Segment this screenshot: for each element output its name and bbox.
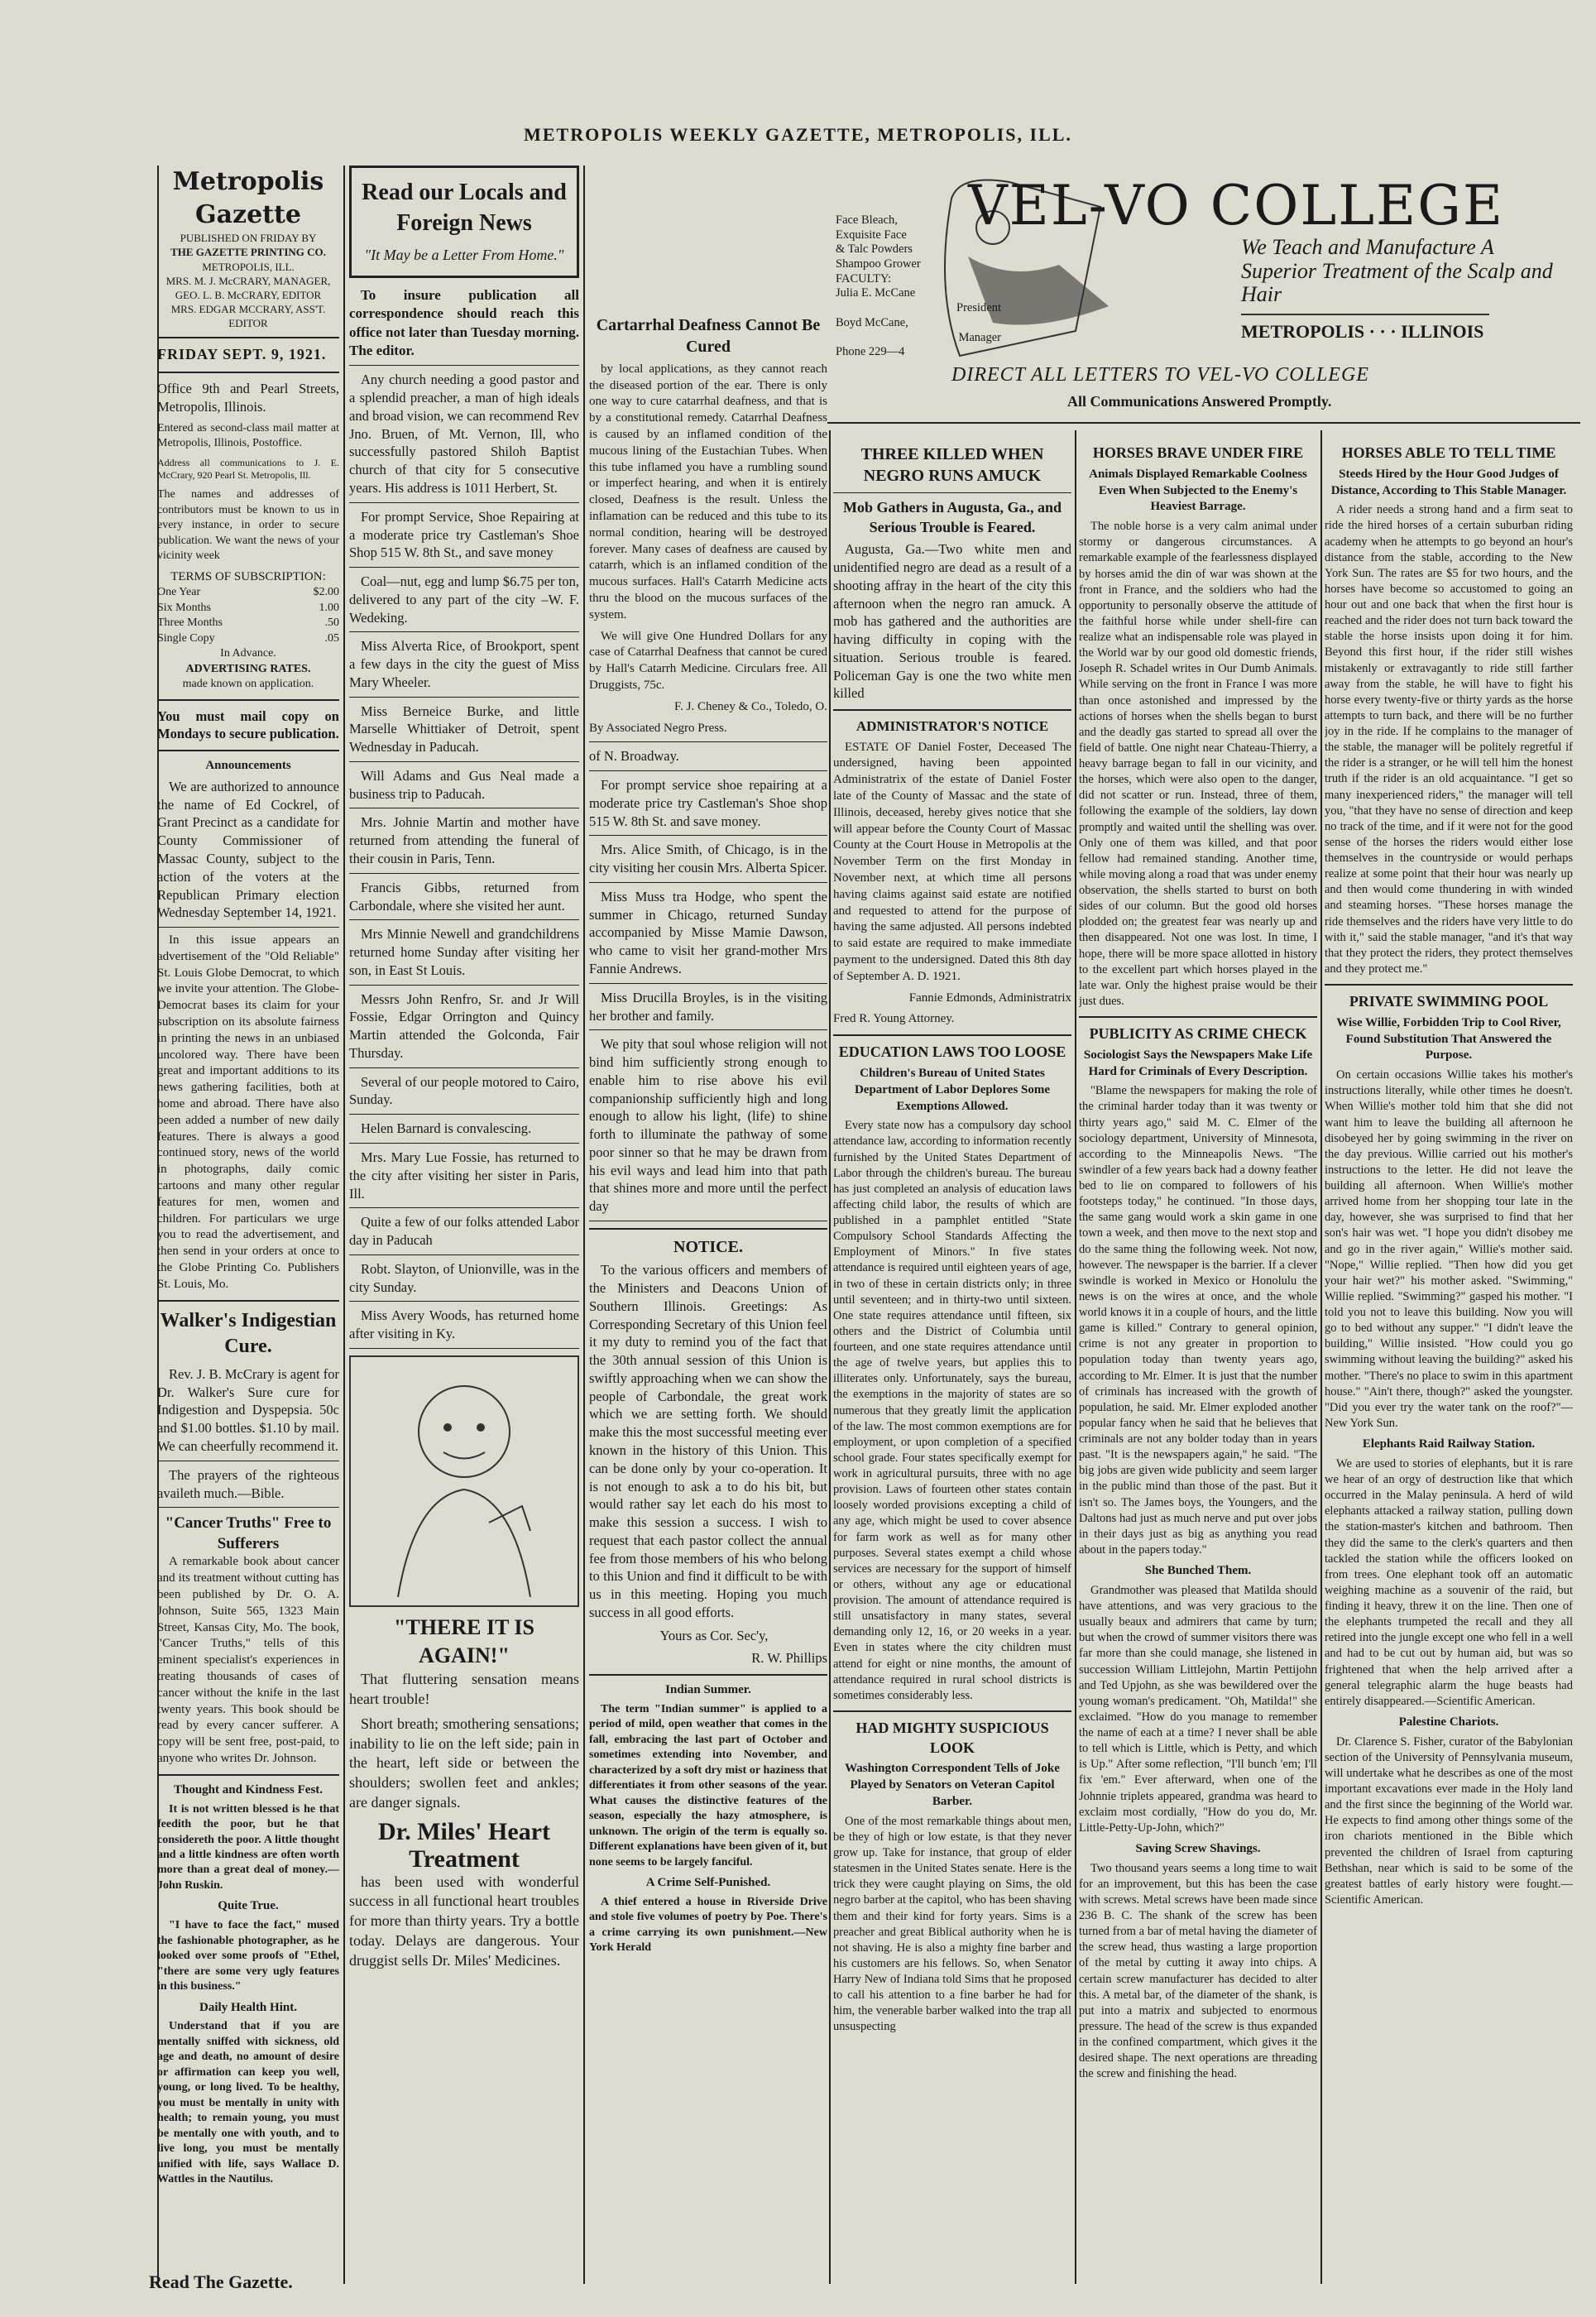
term-row: One Year $2.00	[157, 586, 339, 599]
ad-text-1: That fluttering sensation means heart trouble!	[349, 1671, 579, 1708]
quite-title: Quite True.	[218, 1899, 279, 1913]
copy-note: You must mail copy on Mondays to secure publication.	[157, 708, 339, 742]
admin-sign-1: Fannie Edmonds, Administratrix	[908, 991, 1071, 1005]
news-item: Will Adams and Gus Neal made a business trip to Paducah.	[349, 767, 579, 802]
news-item: Miss Alverta Rice, of Brookport, spent a few days in the city the guest of Miss Mary Wheeler.	[349, 638, 579, 690]
paper-name: Metropolis Gazette	[172, 167, 324, 229]
broadway: of N. Broadway.	[589, 748, 679, 765]
in-advance: In Advance.	[220, 647, 276, 660]
man-portrait-icon	[365, 1365, 563, 1597]
edu-sub: Children's Bureau of United States Department of Labor Deplores Some Exemptions Allowed.	[854, 1066, 1051, 1113]
sus-title: HAD MIGHTY SUSPICIOUS LOOK	[856, 1719, 1049, 1756]
issue-date: FRIDAY SEPT. 9, 1921.	[157, 346, 327, 363]
notice-text: To the various officers and members of the Ministers and Deacons Union of Southern Illinois. Greetings: As Corresponding Secretary of this Union feel it my duty to remind you of the fact that the 30th annual session of this Union is swiftly approaching when we can show the people of Carbondale, the great work which we are setting forth. We should make this the most successful meeting ever known in the history of this Union. This can be done only by your co-operation. It is not enough to ask a to do his bit, but would rather say let each do his most to make this session a success. I wish to request that each pastor collect the annual fee from those members of his who belong to this Union and find it difficult to be with us in this meeting. Hoping you much success in all good efforts.	[589, 1262, 827, 1620]
thought-title: Thought and Kindness Fest.	[173, 1782, 324, 1797]
college-location: METROPOLIS · · · ILLINOIS	[1241, 321, 1484, 342]
able-sub: Steeds Hired by the Hour Good Judges of Distance, According to This Stable Manager.	[1330, 467, 1567, 497]
masthead: METROPOLIS WEEKLY GAZETTE, METROPOLIS, ILL.	[524, 124, 1072, 145]
news-item: Mrs. Alice Smith, of Chicago, is in the city visiting her cousin Mrs. Alberta Spicer.	[589, 842, 827, 876]
news-item: Quite a few of our folks attended Labor day in Paducah	[349, 1214, 579, 1249]
locals-box-sub: "It May be a Letter From Home."	[364, 246, 564, 263]
indian-title: Indian Summer.	[665, 1683, 751, 1697]
publicity-text: "Blame the newspapers for making the role of the criminal harder today than it was twenty or thirty years ago," said M. C. Elmer of the sociology department, University of Minnesota, according to the Minneapolis News. "The swindler of a few years back had a downy feather bed to lie on compared to followers of his footsteps today," he continued. "In those days, the same gang would work a skin game in one town a week, and then move to the next stop and do the same thing the following week. Not now, however. The newspaper is the barrier. If a clever swindle is worked in Mexico or Honolulu the news is on the wires at once, and the whole world knows it in a couple of hours, and the little game is killed." Contrary to general opinion, crime is not any greater in proportion to population today than twenty years ago, according to Mr. Elmer. It is just that the number of criminals has increased with the growth of population, he said. Mr. Elmer exploded another popular fancy when he said that he believes that criminals are not any bolder today than in years past. "It is the newspapers again," he said. "The big jobs are given wide publicity and seem larger in the public mind than those of the past. But it isn't so. The James boys, the Youngers, and the Daltons had just as much nerve and put over jobs in their days just as big as anything you read about in the papers today."	[1079, 1084, 1317, 1557]
column-3	[589, 166, 827, 2267]
assoc-press: By Associated Negro Press.	[589, 721, 727, 735]
palestine-text: Dr. Clarence S. Fisher, curator of the Babylonian section of the University of Pennsylvania museum, will undertake what he describes as one of the most important excavations ever made in the Holy land and the first since the beginning of the World war. He expects to find among other things some of the iron chariots mentioned in the Bible which prevented the children of Israel from capturing Bethshan, near which is said to be some of the greatest battles of early history were fought.—Scientific American.	[1325, 1734, 1573, 1907]
college-comm: All Communications Answered Promptly.	[1067, 393, 1332, 410]
edu-text: Every state now has a compulsory day school attendance law, according to information recently furnished by the United States Department of Labor through the children's bureau. The bureau has just completed an analysis of education laws affecting child labor, the results of which are published in a pamphlet entitled "State Compulsory School Standards Affecting the Employment of Minors." In five states attendance is required until eighteen years of age, in two of these in certain districts only; in three until seventeen; and in thirty-two until sixteen. One state requires attendance until fifteen, six others and the District of Columbia until fourteen, and one state requires attendance until the age of twelve years, but applies this to illiterates only. Unfortunately, says the bureau, the exemptions in the majority of states are so numerous that they greatly limit the application of the law. The most common exemptions are for employment, or upon completion of a specified school grade. Four states specifically exempt for work in agricultural pursuits, three with no age provision. Laws of fourteen other states contain loosely worded provisions excepting a child of any age, which might be used to cover absence for farm work as well as for many other purposes. Several states exempt a child whose services are necessary for the support of himself or others, without any age or educational provision. The amount of attendance required is still unsatisfactory in many states, several demanding only 12, 16, or 20 weeks in a year. Even in states where the city children must attend for eight or nine months, the amount of attendance required in rural school districts is sometimes considerably less.	[833, 1119, 1071, 1702]
notice-title: NOTICE.	[673, 1237, 743, 1256]
publicity-title: PUBLICITY AS CRIME CHECK	[1089, 1025, 1307, 1043]
college-direct: DIRECT ALL LETTERS TO VEL-VO COLLEGE	[951, 364, 1369, 386]
screw-title: Saving Screw Shavings.	[1135, 1841, 1261, 1855]
health-title: Daily Health Hint.	[199, 2000, 297, 2014]
column-6	[1325, 439, 1573, 2284]
bunched-text: Grandmother was pleased that Matilda should have attentions, and was very gracious to the usually beaux and admirers that came by turn; but when the crowd of summer visitors there was far more than she could manage, she listened in succession William Littlejohn, Martin Pettijohn and Ted Upjohn, as she was bewildered over the young woman's predicament. "Oh, Matilda!" she exclaimed. "How do you manage to remember the name of each at a time? I never shall be able to tell which is Little, which is Petty, and which is Up." After some reflection, "I'll bunch 'em; I'll fix 'em." Ever afterward, when one of the Johnnie triplets appeared, grandma was heard to exclaim most cordially, "How do you do, Mr. Little-Petty-Up-John, which?"	[1079, 1583, 1317, 1835]
news-item: Miss Berneice Burke, and little Marselle Whittiaker of Detroit, spent Wednesday in Paducah.	[349, 703, 579, 756]
column-rule	[1075, 430, 1076, 2284]
publicity-sub: Sociologist Says the Newspapers Make Life Hard for Criminals of Every Description.	[1083, 1048, 1313, 1078]
sus-text: One of the most remarkable things about men, be they of high or low estate, is that they never grow up. Take for instance, that group of elder statesmen in the United States senate. Here is the trick they were caught playing on Sims, the old negro barber at the capitol, who has been shaving them and their kind for forty years. Sims is a preacher and great Biblical authority when he is not shaving. He is also a mighty fine barber and his customers are his fellows. So, when Senator Harry New of Indiana told Sims that he proposed to call his attention to a fine barber he had for him, the venerable barber walked into the trap all unsuspecting	[833, 1814, 1071, 2034]
ad-title: Dr. Miles' Heart Treatment	[378, 1817, 550, 1873]
news-item: Miss Muss tra Hodge, who spent the summer in Chicago, returned Sunday accompanied by Misse Mamie Dawson, who came to visit her grand-mother Mrs Fannie Andrews.	[589, 888, 827, 976]
column-rule	[1320, 430, 1322, 2284]
pool-title: PRIVATE SWIMMING POOL	[1349, 993, 1549, 1010]
advertising-title: ADVERTISING RATES.	[185, 662, 311, 675]
reward-text: We will give One Hundred Dollars for any case of Catarrhal Deafness that cannot be cured by Hall's Catarrh Medicine. Circulars free. All Druggists, 75c.	[589, 629, 827, 692]
announcement-text: We are authorized to announce the name of Ed Cockrel, of Grant Precinct as a candidate for County Commissioner of Massac County, subject to the action of the voters at the Republican Primary election Wednesday September 14, 1921.	[157, 778, 339, 921]
term-row: Single Copy .05	[157, 631, 339, 645]
three-killed-text: Augusta, Ga.—Two white men and unidentified negro are dead as a result of a shooting affray in the heart of the city this afternoon when the negro ran amuck. A mob has gathered and the authorities are having difficulty in coping with the situation. Serious trouble is feared. Policeman Gay is one the two white men killed	[833, 541, 1071, 702]
bunched-title: She Bunched Them.	[1144, 1564, 1252, 1578]
edu-title: EDUCATION LAWS TOO LOOSE	[838, 1043, 1066, 1061]
horses-title: HORSES BRAVE UNDER FIRE	[1092, 444, 1304, 461]
column-5	[1079, 439, 1317, 2284]
office-address: Office 9th and Pearl Streets, Metropolis, Illinois.	[157, 381, 339, 415]
column-4	[833, 439, 1071, 2284]
indian-text: The term "Indian summer" is applied to a period of mild, open weather that comes in the fall, embracing the last part of October and sometimes extending into November, and characterized by a soft dry mist or haziness that differentiates it from other seasons of the year. What causes the distinctive features of the season, especially the hazy atmosphere, is unknown. The origin of the term is equally so. Different explanations have been given of it, but none seems to be largely fanciful.	[589, 1702, 827, 1868]
column-rule	[343, 166, 345, 2284]
locals-box-title: Read our Locals and Foreign News	[362, 180, 567, 236]
screw-text: Two thousand years seems a long time to wait for an improvement, but this has been the case with screws. Metal screws have been made since 236 B. C. The shank of the screw has been turned from a bar of metal having the diameter of the screw head, thus wasting a large proportion of the metal by cutting it away into chips. A certain screw manufacturer has decided to alter this. A metal bar, of the diameter of the shank, is put into a matrix and subjected to enormous pressure. The head of the screw is thus expanded in the confined compartment, which gives it the desired shape. The next operations are threading the screw and finishing the head.	[1079, 1861, 1317, 2081]
news-item: Miss Drucilla Broyles, is in the visiting her brother and family.	[589, 989, 827, 1024]
admin-sign-2: Fred R. Young Attorney.	[833, 1012, 955, 1026]
publisher: THE GAZETTE PRINTING CO.	[170, 246, 326, 259]
ad-rule	[827, 422, 1580, 424]
admin-text: ESTATE OF Daniel Foster, Deceased The undersigned, having been appointed Administratrix of the estate of Daniel Foster late of the County of Massac and the state of Illinois, deceased, hereby gives notice that she will appear before the County Court of Massac County at the Court House in Metropolis at the November Term on the first Monday in November next, at which time all persons having claims against said estate are notified and requested to attend for the purpose of having the same adjusted. All persons indebted to said estate are required to make immediate payment to the undersigned. Dated this 8th day of September A. D. 1921.	[833, 740, 1071, 983]
able-text: A rider needs a strong hand and a firm seat to ride the hired horses of a certain suburban riding academy when he attempts to go beyond an hour's distance from the stable, according to the New York Sun. The rates are $5 for two hours, and the horses have become so accustomed to going an hour out and one back that when the first hour is reached and the rider does not turn back toward the stable the horse insists upon doing it for him. Beyond this first hour, if the rider still wishes mistakenly or extravagantly to ride still farther away from the stable, he will have to fight his horse every twenty-five or thirty yards as the horse attempts to turn back, and there will be no further joy in the ride. If he complains to the manager of the stable, the manager will be politely regretful if the rider is a stranger, or he will tell him the honest truth if the rider is an old acquaintance. "I get so many inexperienced riders," the manager will tell you, "that they have no sense of direction and keep no track of the time, and if it were not for the good sense of the horses the riders would either lose themselves in the countryside or would perhaps realize at some point that their hour was nearly up and then would come thundering in with winded and steaming horses. "These horses manage the ride themselves and the riders have very little to do with it," said the stable manager, "and it's that way that they protect the riders, they protect themselves and they protect me."	[1325, 503, 1573, 976]
news-item: Coal—nut, egg and lump $6.75 per ton, delivered to any part of the city –W. F. Wedeking.	[349, 573, 579, 626]
horses-sub: Animals Displayed Remarkable Coolness Even When Subjected to the Enemy's Heaviest Barrage.	[1089, 467, 1307, 514]
terms-title: TERMS OF SUBSCRIPTION:	[170, 569, 326, 583]
dr-miles-illustration	[349, 1355, 579, 1607]
asst-editor: MRS. EDGAR MCCRARY, ASS'T. EDITOR	[170, 302, 326, 330]
news-item: Miss Avery Woods, has returned home after visiting in Ky.	[349, 1307, 579, 1342]
walker-title: Walker's Indigestian Cure.	[160, 1309, 337, 1358]
news-item: Helen Barnard is convalescing.	[361, 1120, 532, 1137]
prayers: The prayers of the righteous availeth much.—Bible.	[157, 1466, 339, 1501]
terms-table	[157, 585, 339, 646]
term-row: Six Months 1.00	[157, 601, 339, 614]
globe-text: In this issue appears an advertisement of the "Old Reliable" St. Louis Globe Democrat, to which we invite your attention. The Globe-Democrat bases its claim for your subscription on its absolute fairness in printing the news in an unbiased uncolored way. There have been great and important additions to its news gathering facilities, both at home and abroad. There have also been added a number of new daily features. There is always a good continued story, news of the world in photographs, daily comic cartoons and many other regular features for men, women and children. For particulars we urge you to read the advertisement, and then send in your orders at once to the Globe Printing Co. Publishers St. Louis, Mo.	[157, 933, 339, 1291]
ad-text-3: has been used with wonderful success in all functional heart troubles for more than thirty years. Try a bottle today. Delays are dangerous. Your druggist sells Dr. Miles' Medicines.	[349, 1873, 579, 1969]
ad-text-2: Short breath; smothering sensations; inability to lie on the left side; pain in the heart, left side or between the shoulders; swollen feet and ankles; are danger signals.	[349, 1715, 579, 1811]
elephant-title: Elephants Raid Railway Station.	[1362, 1437, 1536, 1451]
local-news-list	[349, 371, 579, 1348]
college-name: VEL-VO COLLEGE	[968, 174, 1505, 237]
published-by: PUBLISHED ON FRIDAY BY	[180, 232, 317, 245]
admin-title: ADMINISTRATOR'S NOTICE	[856, 718, 1049, 735]
column-rule	[583, 166, 585, 2284]
news-item: For prompt service shoe repairing at a moderate price try Castleman's Shoe shop 515 W. 8th St. and save money.	[589, 777, 827, 829]
signature-1: Yours as Cor. Sec'y,	[659, 1627, 769, 1643]
crime-title: A Crime Self-Punished.	[645, 1876, 771, 1890]
health-text: Understand that if you are mentally sniffed with sickness, old age and death, no amount of desire or affirmation can keep you well, young, or long lived. To be healthy, you must be mentally in unity with health; to remain young, you must be mentally one with youth, and to live long, you must be mentally unified with life, says Wallace D. Wattles in the Nautilus.	[157, 2020, 339, 2186]
signature-2: R. W. Phillips	[751, 1650, 827, 1667]
news-item: Mrs. Johnie Martin and mother have returned from attending the funeral of their cousin in Paris, Tenn.	[349, 814, 579, 867]
news-item: Mrs Minnie Newell and grandchildrens returned home Sunday after visiting her son, in East St Louis.	[349, 926, 579, 978]
address-notice: Address all communications to J. E. McCrary, 920 Pearl St. Metropolis, Ill.	[157, 456, 339, 482]
news-item: Mrs. Mary Lue Fossie, has returned to the city after visiting her sister in Paris, Ill.	[349, 1149, 579, 1202]
announcements-title: Announcements	[205, 759, 291, 773]
catarrh-text: by local applications, as they cannot reach the diseased portion of the ear. There is only one way to cure catarrhal deafness, and that is by a constitutional remedy. Catarrhal Deafness is caused by an inflamed condition of the mucous lining of the Eustachian Tubes. When this tube inflamed you have a rumbling sound or imperfect hearing, and when it is entirely closed, Deafness is the result. Unless the inflamation can be reduced and this tube to its normal condition, hearing will be destroyed forever. Many cases of deafness are caused by catarrh, which is an inflamed condition of the mucous surfaces. Hall's Catarrh Medicine acts thru the blood on the mucous surfaces of the system.	[589, 362, 827, 621]
able-title: HORSES ABLE TO TELL TIME	[1341, 444, 1556, 461]
cheney: F. J. Cheney & Co., Toledo, O.	[674, 699, 827, 713]
quite-text: "I have to face the fact," mused the fashionable photographer, as he looked over some proofs of "Ethel, "there are some very ugly features in this business."	[157, 1919, 339, 1993]
cancer-title: "Cancer Truths" Free to Sufferers	[165, 1514, 332, 1553]
column-1	[157, 166, 339, 2267]
college-info: Face Bleach, Exquisite Face & Talc Powders Shampoo Grower FACULTY: Julia E. McCane President Boyd McCane, Manager Phone 229—4	[836, 213, 1001, 359]
news-item: For prompt Service, Shoe Repairing at a moderate price try Castleman's Shoe Shop 515 W. 8th St., and save money	[349, 508, 579, 561]
news-item: Francis Gibbs, returned from Carbondale, where she visited her aunt.	[349, 879, 579, 914]
col3-news-list	[589, 776, 827, 1221]
elephant-text: We are used to stories of elephants, but it is rare we hear of an orgy of destruction like that which occurred in the Malay peninsula. A herd of wild elephants attacked a railway station, pulling down the station-master's kitchen and bathroom. Then they did the same to the clerk's quarters and then tackled the station while the officers looked on from trees. One elephant took off an automatic weighing machine as a souvenir of the raid, but finding it heavy, threw it on the line. Then one of the elephants trumpeted the recall and they all retired into the jungle except one who fell in a well and had to be cut out by human aid, but was so frightened that when the help arrived after a general telegraphic alarm the huge beasts had entirely disappeared.—Scientific American.	[1325, 1456, 1573, 1708]
three-killed-title: THREE KILLED WHEN NEGRO RUNS AMUCK	[860, 445, 1044, 486]
pool-sub: Wise Willie, Forbidden Trip to Cool River, Found Substitution That Answered the Purpose.	[1336, 1015, 1561, 1063]
palestine-title: Palestine Chariots.	[1398, 1715, 1499, 1729]
names-notice: The names and addresses of contributors must be known to us in every instance, in order to secure publication. We want the news of your vicinity week	[157, 488, 339, 563]
editor: GEO. L. B. McCRARY, EDITOR	[175, 288, 322, 301]
advertising-note: made known on application.	[182, 678, 314, 691]
news-item: Any church needing a good pastor and a splendid preacher, a man of high ideals and broad vision, we can recommend Rev Jno. Bruen, of Mt. Vernon, Ill, who successfully pastored Shiloh Baptist church of that city for 5 consecutive years. His address is 1011 Herbert, St.	[349, 372, 579, 496]
read-the-gazette: Read The Gazette.	[149, 2271, 293, 2292]
column-rule	[829, 430, 831, 2284]
three-killed-sub: Mob Gathers in Augusta, Ga., and Serious Trouble is Feared.	[842, 498, 1062, 535]
news-item: Several of our people motored to Cairo, Sunday.	[349, 1073, 579, 1108]
cancer-text: A remarkable book about cancer and its treatment without cutting has been published by Dr. O. A. Johnson, Suite 565, 1323 Main Street, Kansas City, Mo. The book, "Cancer Truths," tells of this eminent specialist's experiences in treating thousands of cases of cancer without the knife in the last twenty years. This book should be read by every cancer sufferer. A copy will be sent free, post-paid, to anyone who writes Dr. Johnson.	[157, 1555, 339, 1765]
horses-text: The noble horse is a very calm animal under stormy or dangerous circumstances. A remarkable example of the fearlessness displayed by horses amid the din of war was shown at the front in France, and the soldiers who had the opportunity to personally observe the attitude of the faithful horse while under shell-fire can realize what an indispensable role was played in the World war by our good old domestic friends, Joseph R. Schadel writes in Our Dumb Animals. While serving on the front in France I was more than once astonished and impressed by the actions of horses when the shells began to burst and the deadly gas started to spread all over the field of battle. One night near Chateau-Thierry, a heavy barrage began to fall in our vicinity, and the horses, which were also open to the danger, did not scatter or run. Instead, three of them, following the example of the soldiers, lay down promptly and waited until the shelling was over. Only one of them was killed, and that poor fellow had remained standing. Another time, while moving along a road that was under enemy observation, the shells started to burst on both sides of our column. But the good old horses plodded on; the greatest fear was nearly up and then disappeared. Not one was lost. In time, I hope, there will be more space allotted in history to the excellent part which horses played in the late war. Only the highest praise would be their just dues.	[1079, 520, 1317, 1008]
location: METROPOLIS, ILL.	[202, 260, 295, 273]
thought-text: It is not written blessed is he that feedith the poor, but he that considereth the poor. A little thought and a little kindness are often worth more than a great deal of money.—John Ruskin.	[157, 1802, 339, 1892]
news-item: Robt. Slayton, of Unionville, was in the city Sunday.	[349, 1260, 579, 1295]
ad-headline: "THERE IT IS AGAIN!"	[393, 1614, 535, 1668]
crime-text: A thief entered a house in Riverside Drive and stole five volumes of poetry by Poe. There's a crime carrying its own punishment.—New York Herald	[589, 1895, 827, 1955]
manager: MRS. M. J. McCRARY, MANAGER,	[165, 274, 331, 287]
catarrh-title: Cartarrhal Deafness Cannot Be Cured	[596, 316, 821, 357]
column-2	[349, 166, 579, 2267]
sus-sub: Washington Correspondent Tells of Joke Played by Senators on Veteran Capitol Barber.	[845, 1762, 1060, 1809]
pool-text: On certain occasions Willie takes his mother's instructions literally, while other times he doesn't. When Willie's mother told him that she did not want him to leave the building all afternoon he disobeyed her by going swimming in the river on the day previous. Willie carried out his mother's instructions to the letter. He did not leave the building all afternoon. When Willie's mother arrived home from her shopping tour late in the day, however, she was surprised to find that her son's hair was wet. "I hope you didn't disobey me and go in the river again," Willie's mother said. "Nope," Willie replied. "Then how did you get your hair wet?" his mother asked. "Swimming," Willie replied. "Swimming?" gasped his mother. "I told you not to leave this building. Now you will go to bed without any supper." "I didn't leave the building," Willie insisted. "How could you go swimming without leaving the building?" asked his mother. "There's no place to swim in this apartment house." "Ain't there, though?" asked the youngster. "Did you ever try the water tank on the roof?"—New York Sun.	[1325, 1068, 1573, 1430]
locals-box	[349, 166, 579, 278]
walker-text: Rev. J. B. McCrary is agent for Dr. Walker's Sure cure for Indigestion and Dyspepsia. 50c and $1.00 bottles. $1.10 by mail. We can cheerfully recommend it.	[157, 1365, 339, 1454]
entered-notice: Entered as second-class mail matter at Metropolis, Illinois, Postoffice.	[157, 421, 339, 450]
news-item: We pity that soul whose religion will not bind him sufficiently strong enough to enable him to rise above his evil companionship sufficiently high and long enough to allow his light, (life) to shine forth to illuminate the pathway of some poor sinner so that he may be drawn from his evil ways and lead him into that path that shines more and more until the perfect day	[589, 1036, 827, 1215]
term-row: Three Months .50	[157, 616, 339, 630]
news-item: Messrs John Renfro, Sr. and Jr Will Fossie, Edgar Orrington and Quincy Martin attended the Golconda, Fair Thursday.	[349, 991, 579, 1061]
college-motto: We Teach and Manufacture A Superior Treatment of the Scalp and Hair	[1241, 235, 1553, 307]
insure-notice: To insure publication all correspondence should reach this office not later than Tuesday morning. The editor.	[349, 286, 579, 358]
